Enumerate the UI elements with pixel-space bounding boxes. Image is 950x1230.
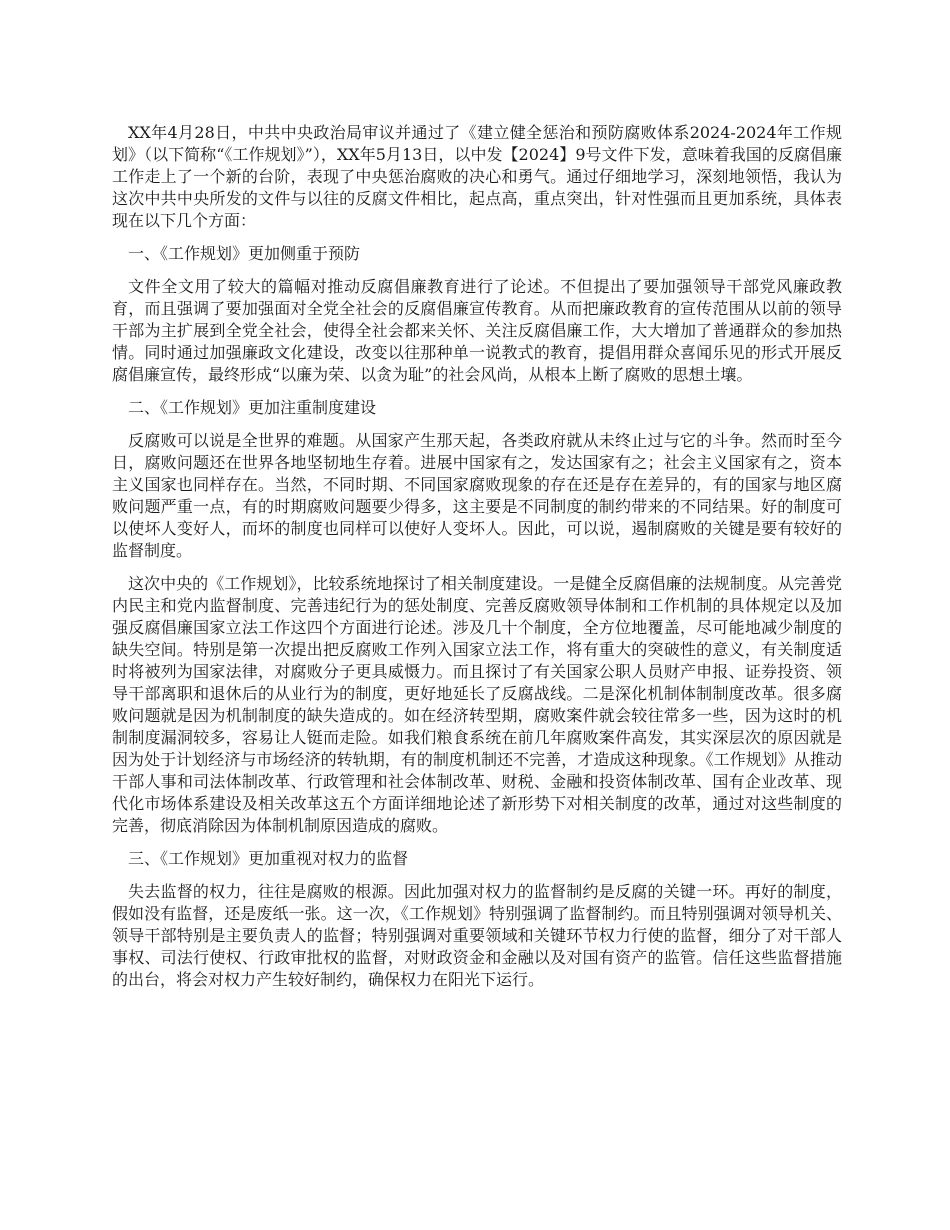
section-3-paragraph: 失去监督的权力，往往是腐败的根源。因此加强对权力的监督制约是反腐的关键一环。再好的制度，假如没有监督，还是废纸一张。这一次，《工作规划》特别强调了监督制约。而且特别强调对领导机关、领导干部特别是主要负责人的监督；特别强调对重要领域和关键环节权力行使的监督，细分了对干部人事权、司法行使权、行政审批权的监督，对财政资金和金融以及对国有资产的监管。信任这些监督措施的出台，将会对权力产生较好制约，确保权力在阳光下运行。 (112, 882, 842, 989)
document-body (112, 122, 842, 1002)
section-heading-3: 三、《工作规划》更加重视对权力的监督 (128, 849, 409, 868)
intro-paragraph: XX年4月28日，中共中央政治局审议并通过了《建立健全惩治和预防腐败体系2024-2024年工作规划》（以下简称“《工作规划》”），XX年5月13日，以中发【2024】9号文件下发，意味着我国的反腐倡廉工作走上了一个新的台阶，表现了中央惩治腐败的决心和勇气。通过仔细地学习，深刻地领悟，我认为这次中共中央所发的文件与以往的反腐文件相比，起点高，重点突出，针对性强而且更加系统，具体表现在以下几个方面： (112, 123, 842, 230)
section-1-paragraph: 文件全文用了较大的篇幅对推动反腐倡廉教育进行了论述。不但提出了要加强领导干部党风廉政教育，而且强调了要加强面对全党全社会的反腐倡廉宣传教育。从而把廉政教育的宣传范围从以前的领导干部为主扩展到全党全社会，使得全社会都来关怀、关注反腐倡廉工作，大大增加了普通群众的参加热情。同时通过加强廉政文化建设，改变以往那种单一说教式的教育，提倡用群众喜闻乐见的形式开展反腐倡廉宣传，最终形成“以廉为荣、以贪为耻”的社会风尚，从根本上断了腐败的思想土壤。 (112, 277, 842, 384)
section-2-paragraph-1: 反腐败可以说是全世界的难题。从国家产生那天起，各类政府就从未终止过与它的斗争。然而时至今日，腐败问题还在世界各地坚韧地生存着。进展中国家有之，发达国家有之；社会主义国家有之，资本主义国家也同样存在。当然，不同时期、不同国家腐败现象的存在还是存在差异的，有的国家与地区腐败问题严重一点，有的时期腐败问题要少得多，这主要是不同制度的制约带来的不同结果。好的制度可以使坏人变好人，而坏的制度也同样可以使好人变坏人。因此，可以说，遏制腐败的关键是要有较好的监督制度。 (112, 431, 842, 560)
section-2-paragraph-2: 这次中央的《工作规划》，比较系统地探讨了相关制度建设。一是健全反腐倡廉的法规制度。从完善党内民主和党内监督制度、完善违纪行为的惩处制度、完善反腐败领导体制和工作机制的具体规定以及加强反腐倡廉国家立法工作这四个方面进行论述。涉及几十个制度，全方位地覆盖，尽可能地减少制度的缺失空间。特别是第一次提出把反腐败工作列入国家立法工作，将有重大的突破性的意义，有关制度适时将被列为国家法律，对腐败分子更具威慑力。而且探讨了有关国家公职人员财产申报、证券投资、领导干部离职和退休后的从业行为的制度，更好地延长了反腐战线。二是深化机制体制制度改革。很多腐败问题就是因为机制制度的缺失造成的。如在经济转型期，腐败案件就会较往常多一些，因为这时的机制制度漏洞较多，容易让人铤而走险。如我们粮食系统在前几年腐败案件高发，其实深层次的原因就是因为处于计划经济与市场经济的转轨期，有的制度机制还不完善，才造成这种现象。《工作规划》从推动干部人事和司法体制改革、行政管理和社会体制改革、财税、金融和投资体制改革、国有企业改革、现代化市场体系建设及相关改革这五个方面详细地论述了新形势下对相关制度的改革，通过对这些制度的完善，彻底消除因为体制机制原因造成的腐败。 (112, 574, 842, 835)
section-heading-2: 二、《工作规划》更加注重制度建设 (128, 398, 377, 417)
section-heading-1: 一、《工作规划》更加侧重于预防 (128, 244, 361, 263)
